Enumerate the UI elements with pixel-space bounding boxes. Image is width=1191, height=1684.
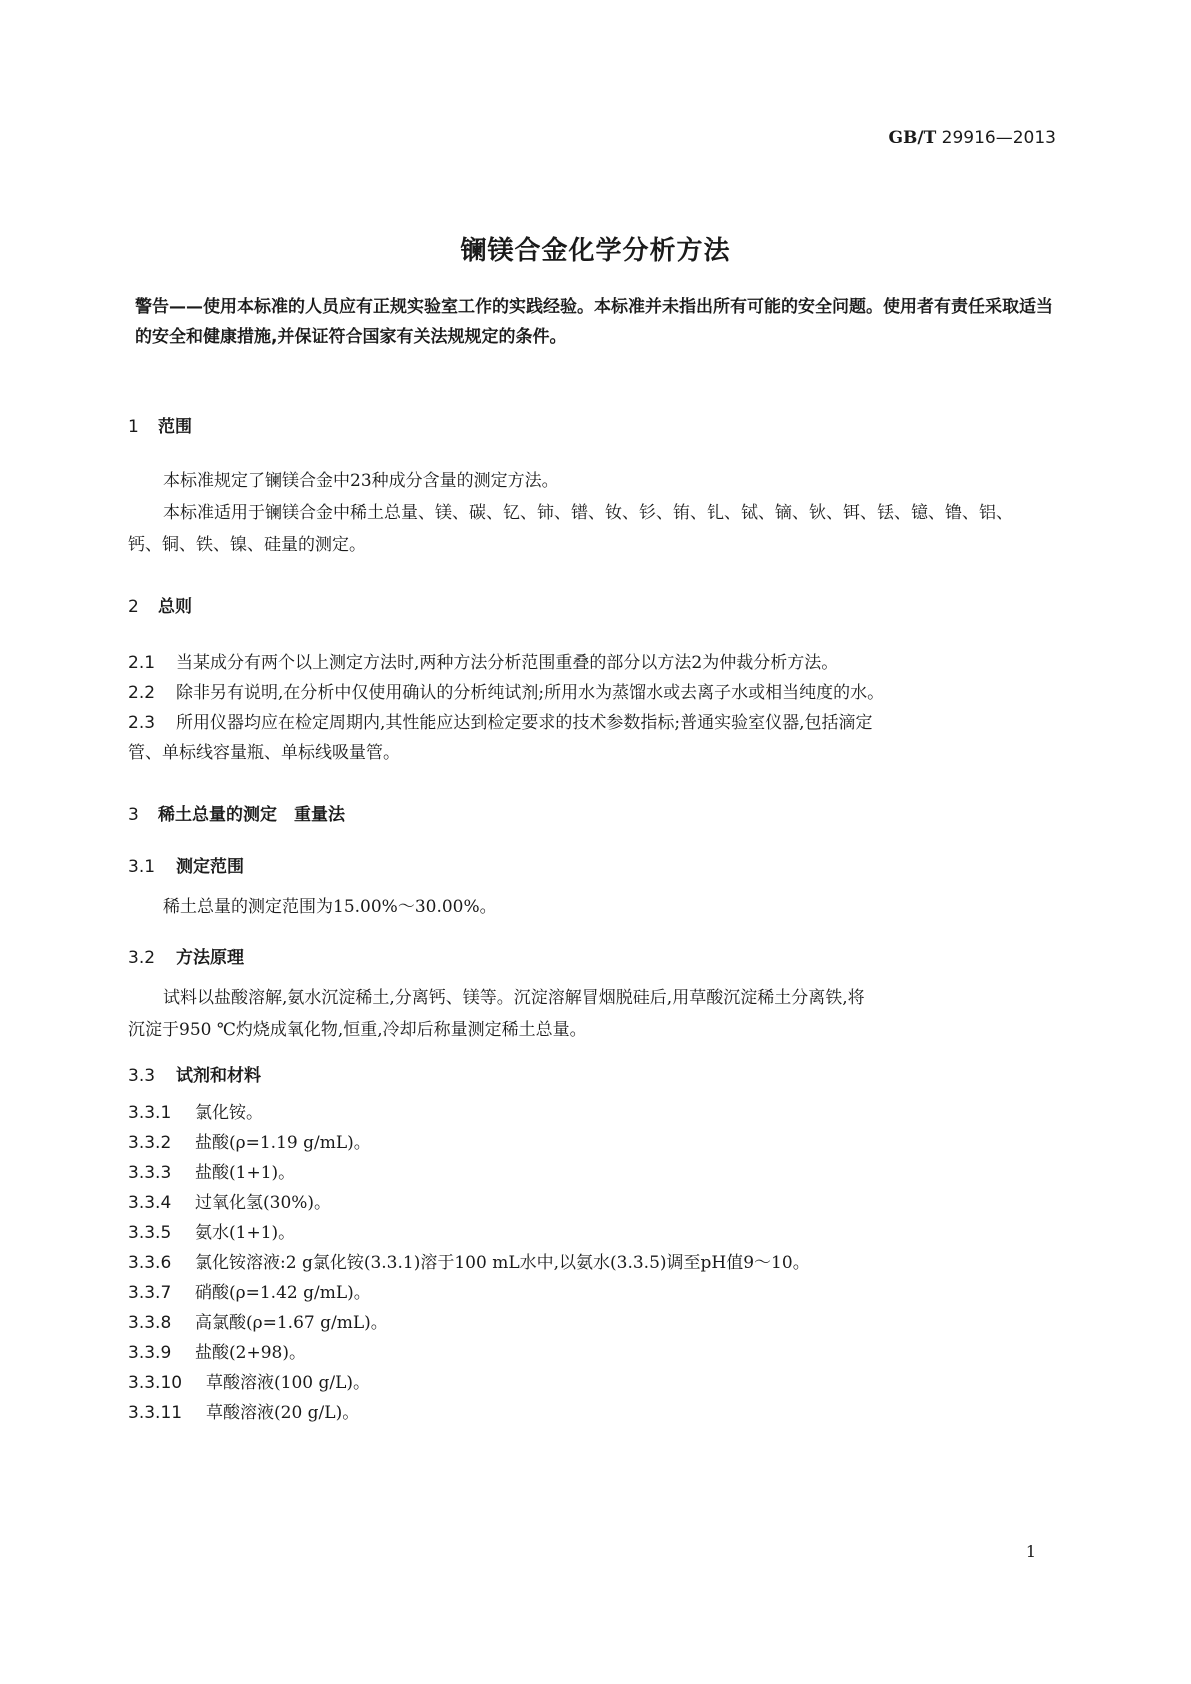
scope-paragraph-2-cont: 钙、铜、铁、镍、硅量的测定。: [128, 535, 366, 555]
item-text: 氯化铵溶液:2 g氯化铵(3.3.1)溶于100 mL水中,以氨水(3.3.5)调至pH值9～10。: [195, 1253, 810, 1273]
reagent-item: [128, 1128, 371, 1158]
item-number: 3.3.9: [128, 1343, 172, 1363]
subsection-3-1-heading: [128, 852, 244, 877]
scope-paragraph-2: 本标准适用于镧镁合金中稀土总量、镁、碳、钇、铈、镨、钕、钐、铕、钆、铽、镝、钬、铒、铥、镱、镥、铝、: [163, 503, 1013, 523]
subsection-number: 3.3: [128, 1066, 156, 1086]
standard-number: [889, 128, 1057, 148]
reagent-item: [128, 1158, 295, 1188]
section-title: 总则: [158, 597, 192, 617]
general-item: [128, 648, 838, 678]
item-text: 当某成分有两个以上测定方法时,两种方法分析范围重叠的部分以方法2为仲裁分析方法。: [176, 653, 839, 673]
section-3-heading: [128, 800, 345, 825]
standard-code: 29916—2013: [941, 128, 1056, 148]
item-number: 3.3.2: [128, 1133, 172, 1153]
range-paragraph: 稀土总量的测定范围为15.00%～30.00%。: [163, 897, 497, 917]
section-2-heading: [128, 592, 192, 617]
section-number: 3: [128, 805, 139, 825]
subsection-title: 方法原理: [176, 948, 244, 968]
reagent-item: [128, 1188, 331, 1218]
item-number: 2.2: [128, 683, 156, 703]
item-text: 盐酸(2+98)。: [195, 1343, 306, 1363]
standard-prefix: GB/T: [888, 128, 937, 148]
item-text: 硝酸(ρ=1.42 g/mL)。: [195, 1283, 371, 1303]
section-number: 2: [128, 597, 139, 617]
item-number: 3.3.6: [128, 1253, 172, 1273]
subsection-number: 3.2: [128, 948, 156, 968]
section-1-heading: [128, 412, 192, 437]
subsection-title: 测定范围: [176, 857, 244, 877]
item-number: 3.3.4: [128, 1193, 172, 1213]
reagent-item: [128, 1338, 306, 1368]
item-number: 2.1: [128, 653, 156, 673]
principle-paragraph: 试料以盐酸溶解,氨水沉淀稀土,分离钙、镁等。沉淀溶解冒烟脱硅后,用草酸沉淀稀土分离铁,将: [163, 988, 865, 1008]
item-text: 除非另有说明,在分析中仅使用确认的分析纯试剂;所用水为蒸馏水或去离子水或相当纯度的水。: [176, 683, 885, 703]
item-text: 盐酸(1+1)。: [195, 1163, 296, 1183]
general-item: [128, 708, 873, 738]
subsection-3-3-heading: [128, 1061, 261, 1086]
reagent-item: [128, 1398, 359, 1428]
reagent-item: [128, 1308, 388, 1338]
subsection-3-2-heading: [128, 943, 244, 968]
item-number: 3.3.5: [128, 1223, 172, 1243]
safety-warning: 警告——使用本标准的人员应有正规实验室工作的实践经验。本标准并未指出所有可能的安全问题。使用者有责任采取适当的安全和健康措施,并保证符合国家有关法规规定的条件。: [135, 297, 1053, 347]
item-text: 草酸溶液(20 g/L)。: [206, 1403, 360, 1423]
item-number: 3.3.10: [128, 1373, 183, 1393]
page-number: 1: [1025, 1542, 1036, 1561]
reagent-item: [128, 1278, 371, 1308]
item-number: 3.3.8: [128, 1313, 172, 1333]
section-title: 稀土总量的测定 重量法: [158, 805, 345, 825]
principle-paragraph-cont: 沉淀于950 ℃灼烧成氧化物,恒重,冷却后称量测定稀土总量。: [128, 1020, 587, 1040]
subsection-number: 3.1: [128, 857, 156, 877]
item-number: 3.3.7: [128, 1283, 172, 1303]
item-number: 2.3: [128, 713, 156, 733]
section-title: 范围: [158, 417, 192, 437]
item-text: 盐酸(ρ=1.19 g/mL)。: [195, 1133, 371, 1153]
item-text: 氨水(1+1)。: [195, 1223, 296, 1243]
item-text: 过氧化氢(30%)。: [195, 1193, 332, 1213]
section-number: 1: [128, 417, 139, 437]
reagent-item: [128, 1218, 295, 1248]
item-number: 3.3.11: [128, 1403, 183, 1423]
general-item-cont: 管、单标线容量瓶、单标线吸量管。: [128, 743, 400, 763]
item-text: 所用仪器均应在检定周期内,其性能应达到检定要求的技术参数指标;普通实验室仪器,包括滴定: [176, 713, 873, 733]
item-text: 草酸溶液(100 g/L)。: [206, 1373, 371, 1393]
item-text: 高氯酸(ρ=1.67 g/mL)。: [195, 1313, 388, 1333]
item-number: 3.3.3: [128, 1163, 172, 1183]
scope-paragraph-1: 本标准规定了镧镁合金中23种成分含量的测定方法。: [163, 471, 559, 491]
reagent-item: [128, 1248, 810, 1278]
item-text: 氯化铵。: [195, 1103, 263, 1123]
reagent-item: [128, 1368, 370, 1398]
reagent-item: [128, 1098, 263, 1128]
item-number: 3.3.1: [128, 1103, 172, 1123]
subsection-title: 试剂和材料: [176, 1066, 261, 1086]
general-item: [128, 678, 884, 708]
document-title: 镧镁合金化学分析方法: [460, 236, 731, 266]
